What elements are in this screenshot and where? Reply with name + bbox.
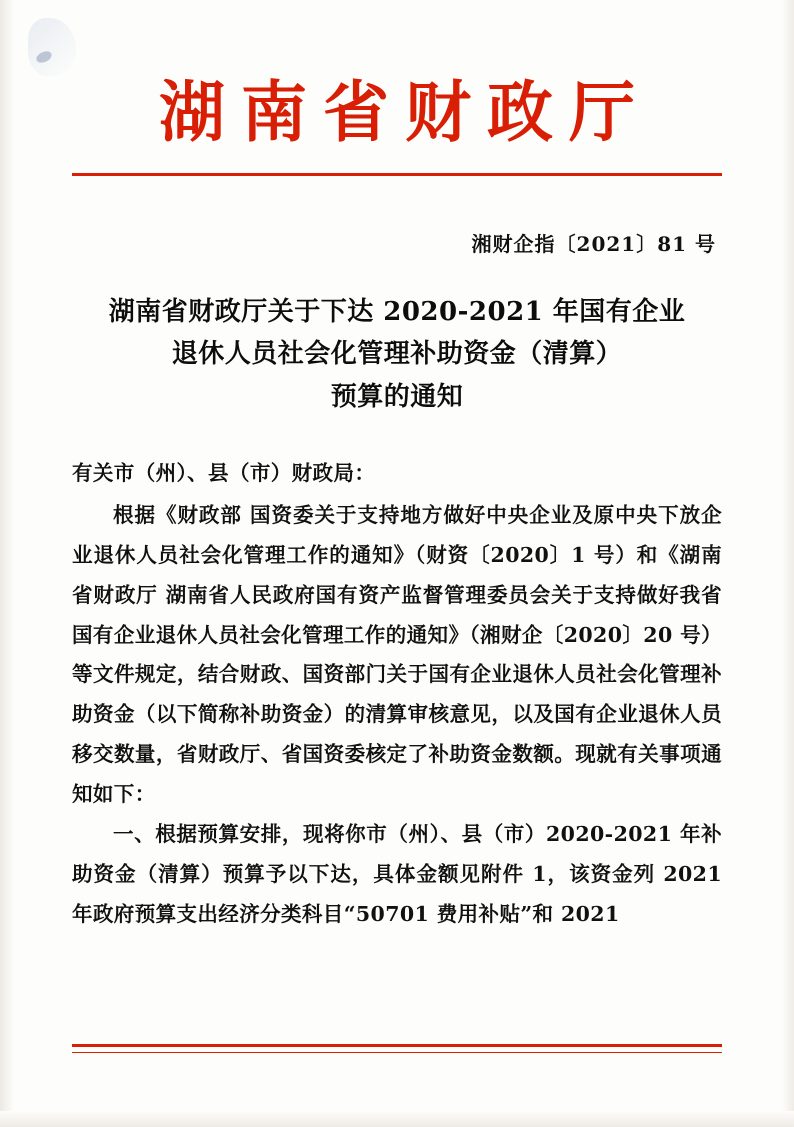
scan-edge-right [782,0,794,1127]
page-title-line-1: 湖南省财政厅关于下达 2020-2021 年国有企业 [108,297,686,328]
scan-smudge-artifact [28,18,76,76]
footer-rule-thick [72,1044,722,1047]
page-title-line-3: 预算的通知 [330,381,464,412]
footer-rule-thin [72,1052,722,1054]
document-content [72,0,722,1127]
document-number: 湘财企指〔2021〕81 号 [471,232,716,257]
body-paragraph-1: 根据《财政部 国资委关于支持地方做好中央企业及原中央下放企业退休人员社会化管理工作的通知》（财资〔2020〕1 号）和《湖南省财政厅 湖南省人民政府国有资产监督管理委员会关于支持做好我省国有企业退休人员社会化管理工作的通知》（湘财企〔2020〕20 号）等文件规定，结合财政、国资部门关于国有企业退休人员社会化管理补助资金（以下简称补助资金）的清算审核意见，以及国有企业退休人员移交数量，省财政厅、省国资委核定了补助资金数额。现就有关事项通知如下： [72,502,722,807]
document-number-row [72,228,722,257]
masthead-red-rule [72,173,722,176]
page-title [72,291,722,417]
document-body [72,454,722,936]
salutation: 有关市（州）、县（市）财政局： [72,460,376,485]
footer-rules [72,1044,722,1054]
issuing-agency-title: 湖南省财政厅 [159,73,651,151]
page-title-line-2: 退休人员社会化管理补助资金（清算） [171,339,623,370]
body-paragraph-2: 一、根据预算安排，现将你市（州）、县（市）2020-2021 年补助资金（清算）预算予以下达，具体金额见附件 1，该资金列 2021 年政府预算支出经济分类科目“50701 费用补贴”和 2021 [72,822,722,927]
scan-ink-mark [35,49,54,65]
masthead [72,0,722,176]
scan-edge-left [0,0,14,1127]
